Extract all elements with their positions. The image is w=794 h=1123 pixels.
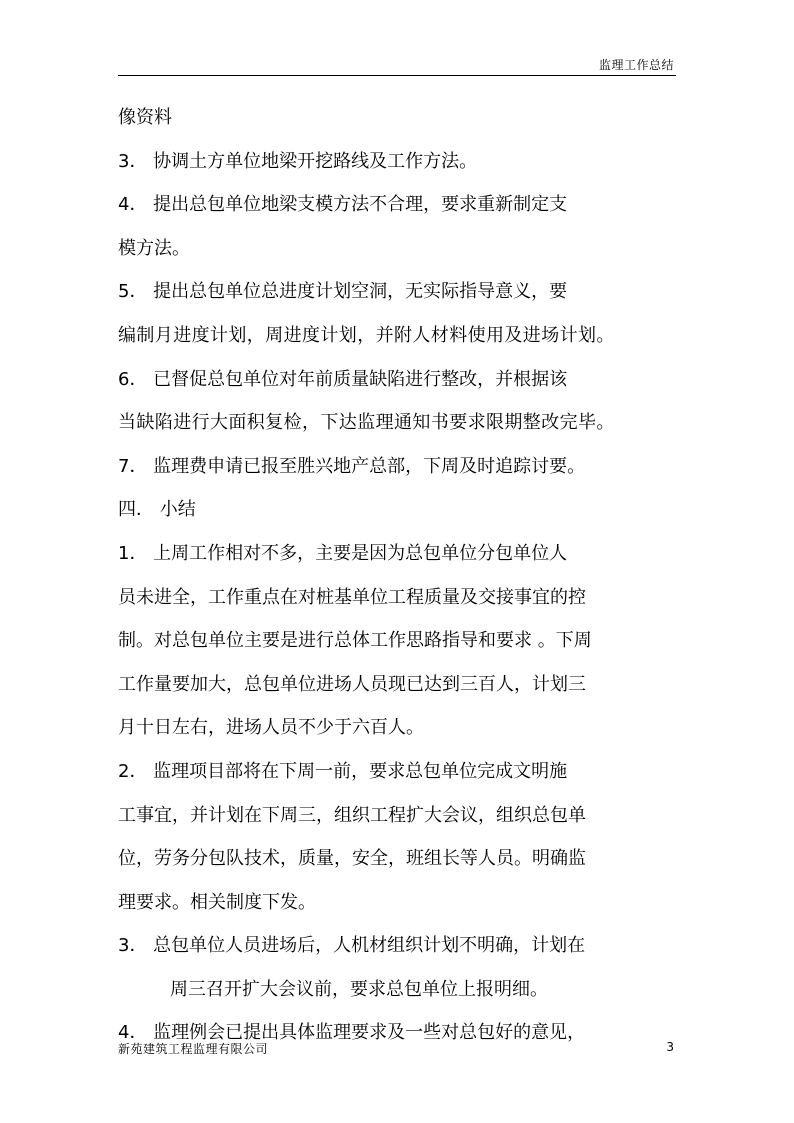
text-line: 理要求。相关制度下发。 [118, 891, 316, 913]
text-line: 工作量要加大，总包单位进场人员现已达到三百人，计划三 [118, 673, 586, 695]
text-line: 1． 上周工作相对不多，主要是因为总包单位分包单位人 [118, 542, 568, 564]
section-heading: 四． 小结 [118, 499, 196, 521]
text-line: 3． 总包单位人员进场后，人机材组织计划不明确，计划在 [118, 935, 586, 957]
text-line: 工事宜，并计划在下周三，组织工程扩大会议，组织总包单 [118, 804, 586, 826]
text-line: 6． 已督促总包单位对年前质量缺陷进行整改，并根据该 [118, 368, 568, 390]
text-line: 7． 监理费申请已报至胜兴地产总部，下周及时追踪讨要。 [118, 455, 586, 477]
text-line: 4． 提出总包单位地梁支模方法不合理，要求重新制定支 [118, 194, 568, 216]
text-line: 像资料 [118, 107, 172, 128]
text-line: 5． 提出总包单位总进度计划空洞，无实际指导意义，要 [118, 281, 568, 303]
document-body [118, 96, 678, 1055]
text-line: 4． 监理例会已提出具体监理要求及一些对总包好的意见， [118, 1022, 586, 1044]
footer-company: 新苑建筑工程监理有限公司 [118, 1042, 269, 1056]
header-title: 监理工作总结 [598, 58, 674, 72]
text-line: 编制月进度计划，周进度计划，并附人材料使用及进场计划。 [118, 324, 615, 346]
page-number: 3 [666, 1040, 674, 1054]
text-line: 周三召开扩大会议前，要求总包单位上报明细。 [170, 978, 548, 1000]
text-line: 2． 监理项目部将在下周一前，要求总包单位完成文明施 [118, 760, 568, 782]
text-line: 当缺陷进行大面积复检，下达监理通知书要求限期整改完毕。 [118, 412, 615, 434]
text-line: 制。对总包单位主要是进行总体工作思路指导和要求 。下周 [118, 630, 592, 652]
text-line: 月十日左右，进场人员不少于六百人。 [118, 717, 424, 739]
text-line: 位，劳务分包队技术，质量，安全，班组长等人员。明确监 [118, 848, 586, 870]
text-line: 模方法。 [118, 237, 190, 259]
text-line: 员未进全，工作重点在对桩基单位工程质量及交接事宜的控 [118, 586, 586, 608]
header-rule [118, 75, 676, 76]
text-line: 3． 协调土方单位地梁开挖路线及工作方法。 [118, 150, 478, 172]
